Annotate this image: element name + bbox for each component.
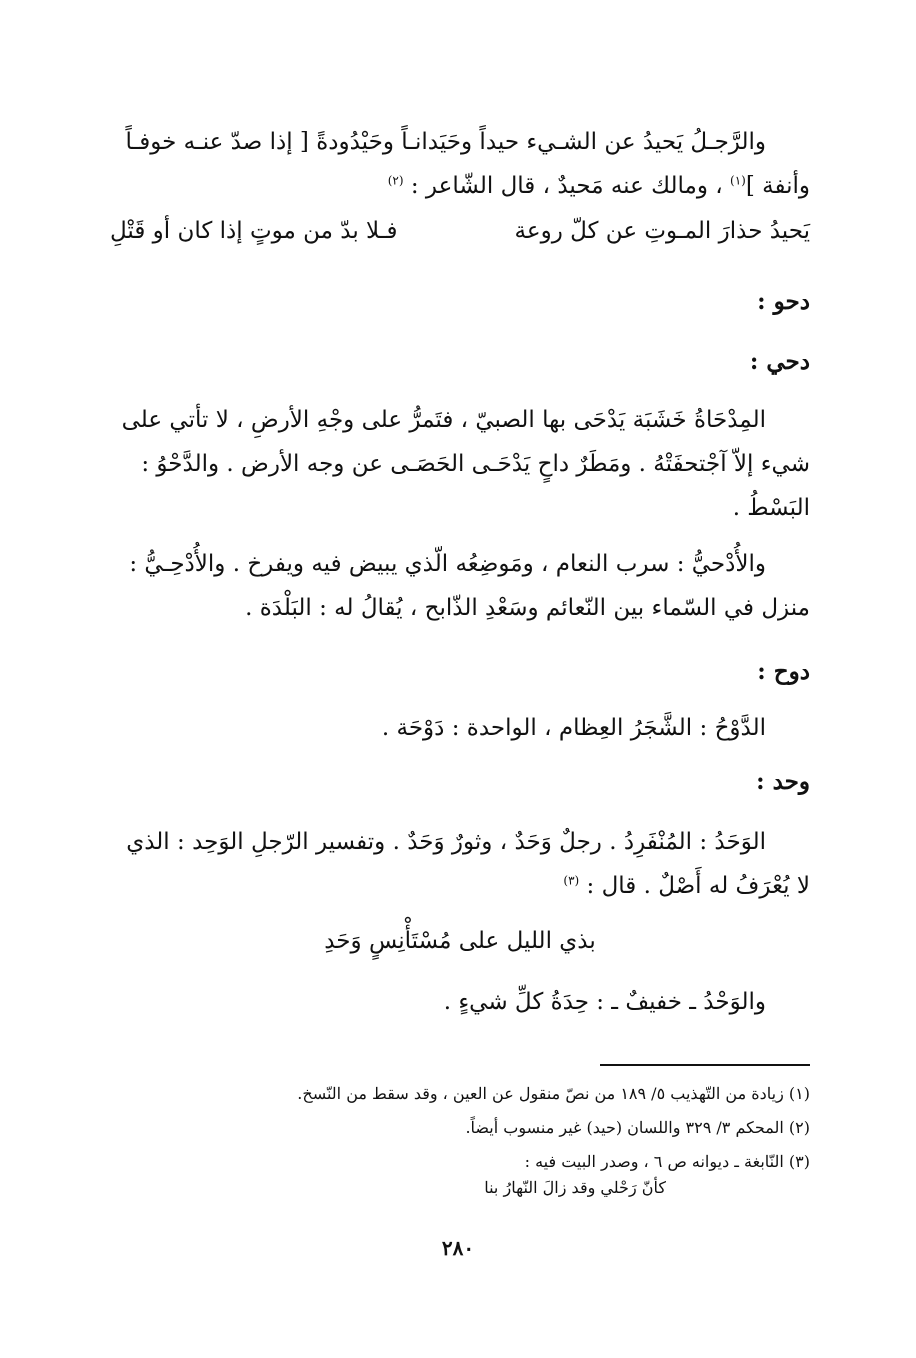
entry-heading-wahd: وحد : bbox=[756, 768, 810, 795]
page-number: ٢٨٠ bbox=[441, 1236, 475, 1260]
footnote-divider bbox=[600, 1064, 810, 1066]
paragraph-midhah bbox=[110, 398, 810, 530]
footnote-3: (٣) النّابغة ـ ديوانه ص ٦ ، وصدر البيت فيه : bbox=[524, 1152, 810, 1171]
footnote-ref: (٢) bbox=[387, 173, 404, 188]
entry-heading-dawh: دوح : bbox=[757, 658, 810, 685]
text-line bbox=[110, 864, 810, 908]
verse-line-centered: بذي الليل على مُسْتَأْنِسٍ وَحَدِ bbox=[324, 928, 596, 954]
text-line: المِدْحَاةُ خَشَبَة يَدْحَى بها الصبيّ ، فتَمرُّ على وجْهِ الأرضِ ، لا تأتي على bbox=[121, 407, 766, 433]
text-line: والأُدْحيُّ : سرب النعام ، ومَوضِعُه الّذي يبيض فيه ويفرخ . والأُدْحِـيُّ : bbox=[129, 551, 766, 577]
footnote-ref: (٣) bbox=[563, 873, 580, 888]
text-line: البَسْطُ . bbox=[732, 495, 810, 521]
text-line: والوَحْدُ ـ خفيفٌ ـ : حِدَةُ كلِّ شيءٍ . bbox=[443, 989, 766, 1015]
text-line: منزل في السّماء بين النّعائم وسَعْدِ الذّابح ، يُقالُ له : البَلْدَة . bbox=[245, 595, 810, 621]
paragraph-udhiyy bbox=[110, 542, 810, 630]
text-segment: لا يُعْرَفُ له أَصْلٌ . قال : bbox=[579, 873, 810, 899]
footnote-3-verse: كأنّ رَحْلي وقد زالَ النّهارُ بنا bbox=[484, 1178, 666, 1197]
verse-hemistich-first: يَحيدُ حذارَ المـوتِ عن كلّ روعة bbox=[514, 218, 810, 244]
text-line bbox=[110, 164, 810, 208]
text-segment: ، ومالك عنه مَحيدٌ ، قال الشّاعر : bbox=[403, 173, 731, 199]
entry-heading-dahw: دحو : bbox=[757, 288, 810, 315]
text-line: الدَّوْحُ : الشَّجَرُ العِظام ، الواحدة : دَوْحَة . bbox=[381, 715, 766, 741]
footnote-ref: (١) bbox=[730, 173, 746, 188]
text-line: والرَّجـلُ يَحيدُ عن الشـيء حيداً وحَيَدانـاً وحَيْدُودةً [ إذا صدّ عنـه خوفـاً bbox=[125, 129, 766, 155]
paragraph-wahd bbox=[110, 980, 810, 1024]
footnote-2: (٢) المحكم ٣/ ٣٢٩ واللسان (حيد) غير منسوب أيضاً. bbox=[465, 1118, 810, 1137]
entry-heading-dahy: دحي : bbox=[749, 348, 810, 375]
footnote-1: (١) زيادة من التّهذيب ٥/ ١٨٩ من نصّ منقول عن العين ، وقد سقط من النّسخ. bbox=[297, 1084, 810, 1103]
verse-line bbox=[110, 218, 810, 262]
paragraph-hayd bbox=[110, 120, 810, 208]
paragraph-dawh bbox=[110, 706, 810, 750]
paragraph-wahad bbox=[110, 820, 810, 908]
verse-hemistich-second: فـلا بدّ من موتٍ إذا كان أو قَتْلِ bbox=[110, 218, 398, 244]
text-line: الوَحَدُ : المُنْفَرِدُ . رجلٌ وَحَدٌ ، وثورٌ وَحَدٌ . وتفسير الرّجلِ الوَحِد : الذي bbox=[126, 829, 766, 855]
text-line: شيء إلاّ آجْتحفَتْهُ . ومَطَرٌ داحٍ يَدْحَـى الحَصَـى عن وجه الأرض . والدَّحْوُ : bbox=[141, 451, 810, 477]
text-segment: وأنفة ] bbox=[745, 173, 810, 199]
